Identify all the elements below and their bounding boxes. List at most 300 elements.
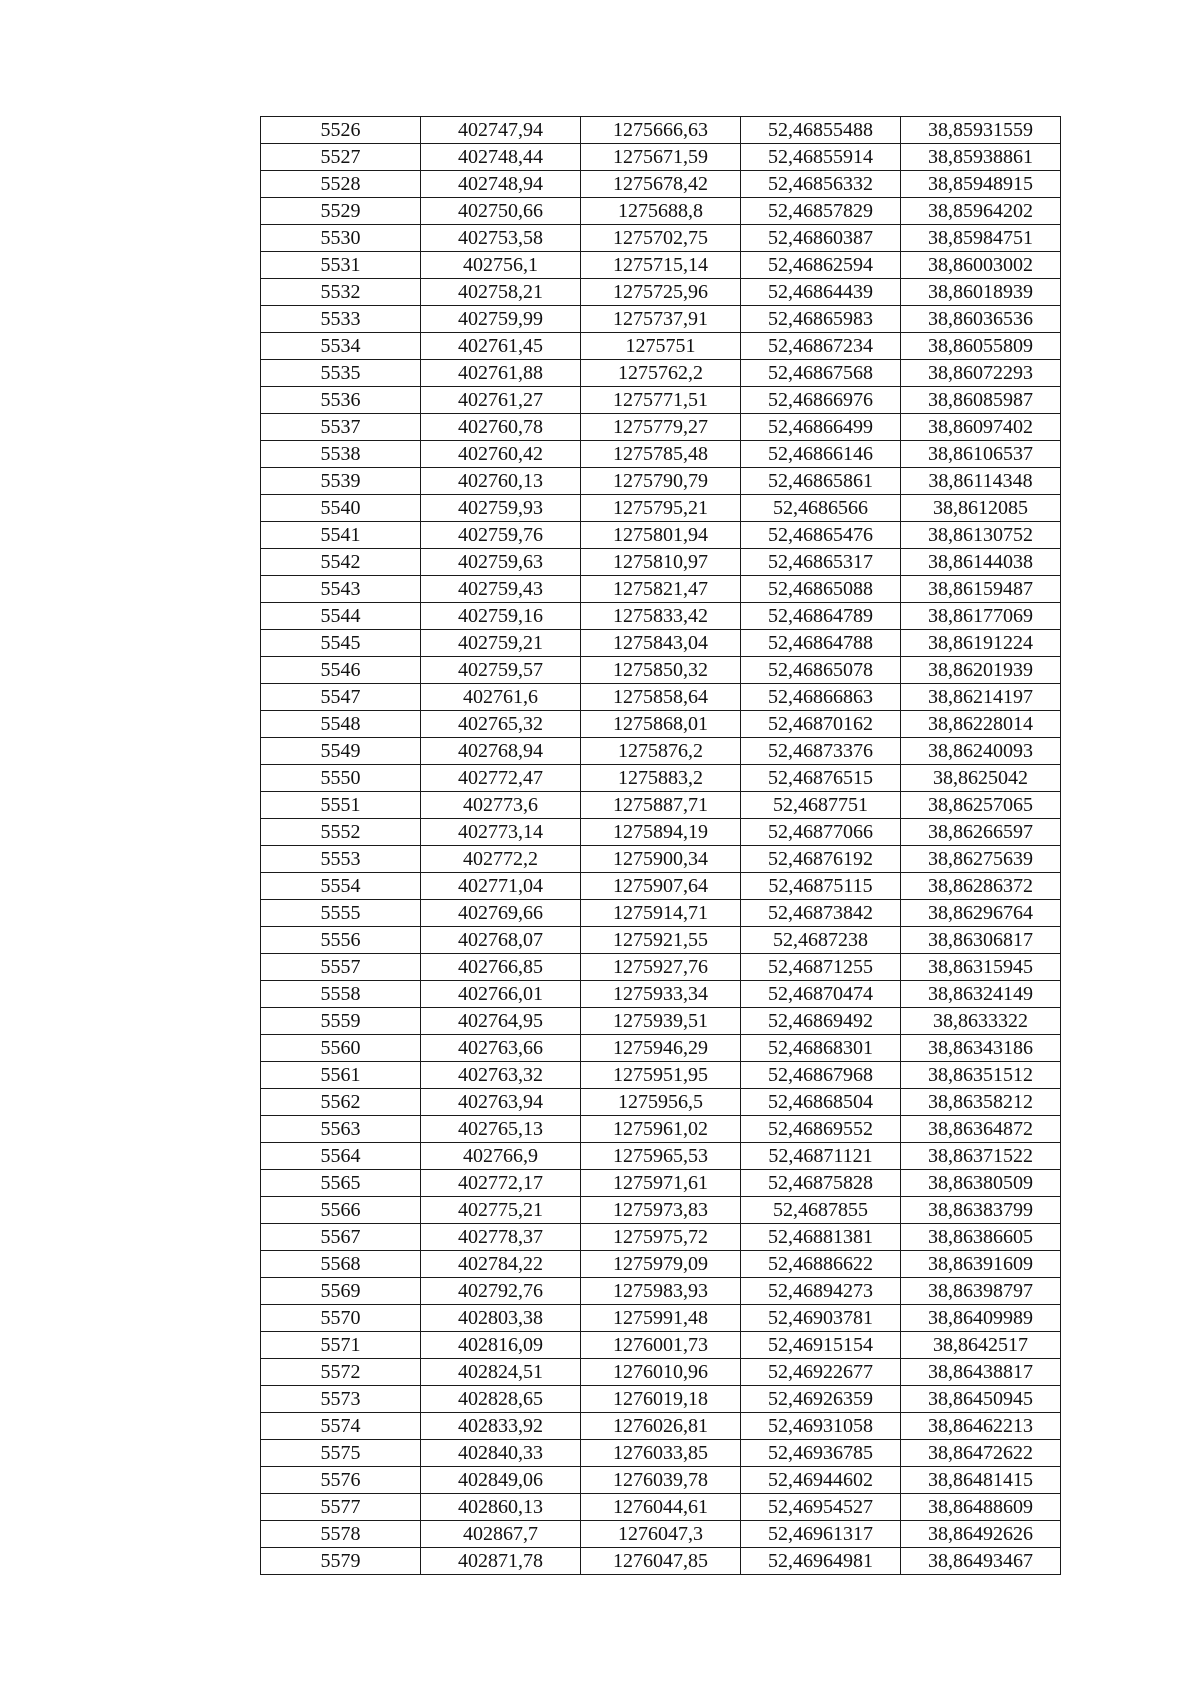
longitude-cell: 38,86085987: [901, 387, 1061, 414]
table-row: [261, 792, 1061, 819]
y-coordinate-cell: 1275666,63: [581, 117, 741, 144]
latitude-cell: 52,46865476: [741, 522, 901, 549]
y-coordinate-cell: 1275983,93: [581, 1278, 741, 1305]
longitude-cell: 38,8612085: [901, 495, 1061, 522]
longitude-cell: 38,86159487: [901, 576, 1061, 603]
x-coordinate-cell: 402759,99: [421, 306, 581, 333]
longitude-cell: 38,86106537: [901, 441, 1061, 468]
table-row: [261, 846, 1061, 873]
latitude-cell: 52,4687238: [741, 927, 901, 954]
latitude-cell: 52,4687855: [741, 1197, 901, 1224]
point-number-cell: 5578: [261, 1521, 421, 1548]
table-row: [261, 576, 1061, 603]
x-coordinate-cell: 402759,21: [421, 630, 581, 657]
y-coordinate-cell: 1275927,76: [581, 954, 741, 981]
longitude-cell: 38,86343186: [901, 1035, 1061, 1062]
point-number-cell: 5579: [261, 1548, 421, 1575]
latitude-cell: 52,46857829: [741, 198, 901, 225]
y-coordinate-cell: 1275751: [581, 333, 741, 360]
point-number-cell: 5533: [261, 306, 421, 333]
y-coordinate-cell: 1276026,81: [581, 1413, 741, 1440]
y-coordinate-cell: 1275843,04: [581, 630, 741, 657]
x-coordinate-cell: 402765,32: [421, 711, 581, 738]
longitude-cell: 38,8625042: [901, 765, 1061, 792]
point-number-cell: 5542: [261, 549, 421, 576]
longitude-cell: 38,86488609: [901, 1494, 1061, 1521]
latitude-cell: 52,46886622: [741, 1251, 901, 1278]
table-row: [261, 1278, 1061, 1305]
table-row: [261, 927, 1061, 954]
y-coordinate-cell: 1275771,51: [581, 387, 741, 414]
point-number-cell: 5577: [261, 1494, 421, 1521]
y-coordinate-cell: 1275939,51: [581, 1008, 741, 1035]
point-number-cell: 5538: [261, 441, 421, 468]
point-number-cell: 5564: [261, 1143, 421, 1170]
point-number-cell: 5559: [261, 1008, 421, 1035]
y-coordinate-cell: 1275850,32: [581, 657, 741, 684]
x-coordinate-cell: 402760,13: [421, 468, 581, 495]
table-row: [261, 306, 1061, 333]
latitude-cell: 52,46922677: [741, 1359, 901, 1386]
longitude-cell: 38,85938861: [901, 144, 1061, 171]
y-coordinate-cell: 1275737,91: [581, 306, 741, 333]
table-row: [261, 549, 1061, 576]
x-coordinate-cell: 402761,45: [421, 333, 581, 360]
x-coordinate-cell: 402759,43: [421, 576, 581, 603]
point-number-cell: 5544: [261, 603, 421, 630]
x-coordinate-cell: 402849,06: [421, 1467, 581, 1494]
table-row: [261, 1305, 1061, 1332]
x-coordinate-cell: 402763,94: [421, 1089, 581, 1116]
point-number-cell: 5576: [261, 1467, 421, 1494]
longitude-cell: 38,86409989: [901, 1305, 1061, 1332]
longitude-cell: 38,86003002: [901, 252, 1061, 279]
y-coordinate-cell: 1275801,94: [581, 522, 741, 549]
x-coordinate-cell: 402772,47: [421, 765, 581, 792]
longitude-cell: 38,8642517: [901, 1332, 1061, 1359]
table-row: [261, 1197, 1061, 1224]
y-coordinate-cell: 1275946,29: [581, 1035, 741, 1062]
x-coordinate-cell: 402766,01: [421, 981, 581, 1008]
x-coordinate-cell: 402772,2: [421, 846, 581, 873]
latitude-cell: 52,46875828: [741, 1170, 901, 1197]
x-coordinate-cell: 402792,76: [421, 1278, 581, 1305]
latitude-cell: 52,46870474: [741, 981, 901, 1008]
table-row: [261, 900, 1061, 927]
point-number-cell: 5540: [261, 495, 421, 522]
y-coordinate-cell: 1275795,21: [581, 495, 741, 522]
latitude-cell: 52,46866146: [741, 441, 901, 468]
point-number-cell: 5566: [261, 1197, 421, 1224]
y-coordinate-cell: 1275933,34: [581, 981, 741, 1008]
x-coordinate-cell: 402768,07: [421, 927, 581, 954]
longitude-cell: 38,86114348: [901, 468, 1061, 495]
y-coordinate-cell: 1275894,19: [581, 819, 741, 846]
point-number-cell: 5557: [261, 954, 421, 981]
latitude-cell: 52,46915154: [741, 1332, 901, 1359]
x-coordinate-cell: 402764,95: [421, 1008, 581, 1035]
x-coordinate-cell: 402761,88: [421, 360, 581, 387]
x-coordinate-cell: 402778,37: [421, 1224, 581, 1251]
point-number-cell: 5551: [261, 792, 421, 819]
table-row: [261, 225, 1061, 252]
longitude-cell: 38,86228014: [901, 711, 1061, 738]
table-row: [261, 1116, 1061, 1143]
y-coordinate-cell: 1275956,5: [581, 1089, 741, 1116]
y-coordinate-cell: 1275979,09: [581, 1251, 741, 1278]
table-row: [261, 279, 1061, 306]
table-row: [261, 1413, 1061, 1440]
point-number-cell: 5560: [261, 1035, 421, 1062]
point-number-cell: 5558: [261, 981, 421, 1008]
latitude-cell: 52,46961317: [741, 1521, 901, 1548]
point-number-cell: 5547: [261, 684, 421, 711]
longitude-cell: 38,86036536: [901, 306, 1061, 333]
latitude-cell: 52,46865861: [741, 468, 901, 495]
latitude-cell: 52,46873376: [741, 738, 901, 765]
point-number-cell: 5554: [261, 873, 421, 900]
latitude-cell: 52,46870162: [741, 711, 901, 738]
point-number-cell: 5561: [261, 1062, 421, 1089]
y-coordinate-cell: 1275965,53: [581, 1143, 741, 1170]
longitude-cell: 38,86072293: [901, 360, 1061, 387]
longitude-cell: 38,86144038: [901, 549, 1061, 576]
x-coordinate-cell: 402765,13: [421, 1116, 581, 1143]
latitude-cell: 52,46867234: [741, 333, 901, 360]
point-number-cell: 5555: [261, 900, 421, 927]
longitude-cell: 38,86324149: [901, 981, 1061, 1008]
table-row: [261, 819, 1061, 846]
y-coordinate-cell: 1275951,95: [581, 1062, 741, 1089]
latitude-cell: 52,46864788: [741, 630, 901, 657]
longitude-cell: 38,86191224: [901, 630, 1061, 657]
y-coordinate-cell: 1275900,34: [581, 846, 741, 873]
latitude-cell: 52,46964981: [741, 1548, 901, 1575]
point-number-cell: 5543: [261, 576, 421, 603]
latitude-cell: 52,46926359: [741, 1386, 901, 1413]
table-row: [261, 252, 1061, 279]
point-number-cell: 5534: [261, 333, 421, 360]
longitude-cell: 38,86177069: [901, 603, 1061, 630]
x-coordinate-cell: 402759,16: [421, 603, 581, 630]
table-row: [261, 1467, 1061, 1494]
longitude-cell: 38,86380509: [901, 1170, 1061, 1197]
y-coordinate-cell: 1276001,73: [581, 1332, 741, 1359]
x-coordinate-cell: 402760,42: [421, 441, 581, 468]
x-coordinate-cell: 402840,33: [421, 1440, 581, 1467]
table-row: [261, 1440, 1061, 1467]
x-coordinate-cell: 402775,21: [421, 1197, 581, 1224]
y-coordinate-cell: 1276010,96: [581, 1359, 741, 1386]
latitude-cell: 52,46867968: [741, 1062, 901, 1089]
table-row: [261, 711, 1061, 738]
latitude-cell: 52,46855488: [741, 117, 901, 144]
longitude-cell: 38,86472622: [901, 1440, 1061, 1467]
table-row: [261, 1008, 1061, 1035]
point-number-cell: 5556: [261, 927, 421, 954]
y-coordinate-cell: 1275973,83: [581, 1197, 741, 1224]
y-coordinate-cell: 1275688,8: [581, 198, 741, 225]
table-row: [261, 954, 1061, 981]
longitude-cell: 38,86201939: [901, 657, 1061, 684]
table-row: [261, 738, 1061, 765]
latitude-cell: 52,46865983: [741, 306, 901, 333]
y-coordinate-cell: 1275702,75: [581, 225, 741, 252]
latitude-cell: 52,46862594: [741, 252, 901, 279]
x-coordinate-cell: 402860,13: [421, 1494, 581, 1521]
longitude-cell: 38,86450945: [901, 1386, 1061, 1413]
x-coordinate-cell: 402759,63: [421, 549, 581, 576]
table-row: [261, 468, 1061, 495]
table-row: [261, 441, 1061, 468]
longitude-cell: 38,86462213: [901, 1413, 1061, 1440]
latitude-cell: 52,46865078: [741, 657, 901, 684]
y-coordinate-cell: 1276044,61: [581, 1494, 741, 1521]
longitude-cell: 38,86391609: [901, 1251, 1061, 1278]
longitude-cell: 38,86364872: [901, 1116, 1061, 1143]
y-coordinate-cell: 1275887,71: [581, 792, 741, 819]
latitude-cell: 52,46856332: [741, 171, 901, 198]
point-number-cell: 5549: [261, 738, 421, 765]
y-coordinate-cell: 1275810,97: [581, 549, 741, 576]
latitude-cell: 52,46866976: [741, 387, 901, 414]
table-row: [261, 1359, 1061, 1386]
table-row: [261, 1251, 1061, 1278]
latitude-cell: 52,46865088: [741, 576, 901, 603]
point-number-cell: 5530: [261, 225, 421, 252]
point-number-cell: 5574: [261, 1413, 421, 1440]
point-number-cell: 5541: [261, 522, 421, 549]
table-row: [261, 333, 1061, 360]
table-row: [261, 1062, 1061, 1089]
longitude-cell: 38,86493467: [901, 1548, 1061, 1575]
y-coordinate-cell: 1275790,79: [581, 468, 741, 495]
longitude-cell: 38,86275639: [901, 846, 1061, 873]
point-number-cell: 5573: [261, 1386, 421, 1413]
x-coordinate-cell: 402766,9: [421, 1143, 581, 1170]
longitude-cell: 38,86351512: [901, 1062, 1061, 1089]
x-coordinate-cell: 402763,32: [421, 1062, 581, 1089]
table-row: [261, 657, 1061, 684]
latitude-cell: 52,46860387: [741, 225, 901, 252]
table-row: [261, 117, 1061, 144]
latitude-cell: 52,46875115: [741, 873, 901, 900]
y-coordinate-cell: 1275921,55: [581, 927, 741, 954]
point-number-cell: 5535: [261, 360, 421, 387]
latitude-cell: 52,46866499: [741, 414, 901, 441]
latitude-cell: 52,4687751: [741, 792, 901, 819]
x-coordinate-cell: 402748,44: [421, 144, 581, 171]
table-row: [261, 198, 1061, 225]
y-coordinate-cell: 1275785,48: [581, 441, 741, 468]
latitude-cell: 52,46865317: [741, 549, 901, 576]
y-coordinate-cell: 1275858,64: [581, 684, 741, 711]
latitude-cell: 52,46868301: [741, 1035, 901, 1062]
longitude-cell: 38,85948915: [901, 171, 1061, 198]
table-row: [261, 387, 1061, 414]
longitude-cell: 38,86492626: [901, 1521, 1061, 1548]
table-row: [261, 144, 1061, 171]
x-coordinate-cell: 402871,78: [421, 1548, 581, 1575]
table-row: [261, 522, 1061, 549]
longitude-cell: 38,86097402: [901, 414, 1061, 441]
longitude-cell: 38,85964202: [901, 198, 1061, 225]
longitude-cell: 38,86266597: [901, 819, 1061, 846]
table-row: [261, 360, 1061, 387]
longitude-cell: 38,86286372: [901, 873, 1061, 900]
y-coordinate-cell: 1276039,78: [581, 1467, 741, 1494]
x-coordinate-cell: 402828,65: [421, 1386, 581, 1413]
latitude-cell: 52,46931058: [741, 1413, 901, 1440]
y-coordinate-cell: 1275907,64: [581, 873, 741, 900]
latitude-cell: 52,46873842: [741, 900, 901, 927]
point-number-cell: 5563: [261, 1116, 421, 1143]
x-coordinate-cell: 402756,1: [421, 252, 581, 279]
point-number-cell: 5528: [261, 171, 421, 198]
point-number-cell: 5571: [261, 1332, 421, 1359]
longitude-cell: 38,86438817: [901, 1359, 1061, 1386]
point-number-cell: 5527: [261, 144, 421, 171]
y-coordinate-cell: 1275868,01: [581, 711, 741, 738]
y-coordinate-cell: 1276047,3: [581, 1521, 741, 1548]
x-coordinate-cell: 402758,21: [421, 279, 581, 306]
table-row: [261, 873, 1061, 900]
y-coordinate-cell: 1275821,47: [581, 576, 741, 603]
table-row: [261, 1521, 1061, 1548]
longitude-cell: 38,86383799: [901, 1197, 1061, 1224]
y-coordinate-cell: 1275715,14: [581, 252, 741, 279]
latitude-cell: 52,46864789: [741, 603, 901, 630]
x-coordinate-cell: 402747,94: [421, 117, 581, 144]
latitude-cell: 52,46868504: [741, 1089, 901, 1116]
longitude-cell: 38,86315945: [901, 954, 1061, 981]
x-coordinate-cell: 402759,93: [421, 495, 581, 522]
x-coordinate-cell: 402760,78: [421, 414, 581, 441]
table-row: [261, 1143, 1061, 1170]
point-number-cell: 5567: [261, 1224, 421, 1251]
y-coordinate-cell: 1276047,85: [581, 1548, 741, 1575]
longitude-cell: 38,86296764: [901, 900, 1061, 927]
latitude-cell: 52,46871121: [741, 1143, 901, 1170]
y-coordinate-cell: 1275914,71: [581, 900, 741, 927]
latitude-cell: 52,46864439: [741, 279, 901, 306]
point-number-cell: 5536: [261, 387, 421, 414]
y-coordinate-cell: 1276033,85: [581, 1440, 741, 1467]
table-row: [261, 1089, 1061, 1116]
x-coordinate-cell: 402759,76: [421, 522, 581, 549]
longitude-cell: 38,86257065: [901, 792, 1061, 819]
table-row: [261, 765, 1061, 792]
latitude-cell: 52,46877066: [741, 819, 901, 846]
y-coordinate-cell: 1275725,96: [581, 279, 741, 306]
y-coordinate-cell: 1276019,18: [581, 1386, 741, 1413]
longitude-cell: 38,86386605: [901, 1224, 1061, 1251]
table-row: [261, 630, 1061, 657]
table-row: [261, 684, 1061, 711]
point-number-cell: 5539: [261, 468, 421, 495]
x-coordinate-cell: 402833,92: [421, 1413, 581, 1440]
longitude-cell: 38,86358212: [901, 1089, 1061, 1116]
x-coordinate-cell: 402784,22: [421, 1251, 581, 1278]
point-number-cell: 5553: [261, 846, 421, 873]
y-coordinate-cell: 1275975,72: [581, 1224, 741, 1251]
longitude-cell: 38,86055809: [901, 333, 1061, 360]
point-number-cell: 5570: [261, 1305, 421, 1332]
longitude-cell: 38,85931559: [901, 117, 1061, 144]
longitude-cell: 38,86306817: [901, 927, 1061, 954]
x-coordinate-cell: 402867,7: [421, 1521, 581, 1548]
point-number-cell: 5532: [261, 279, 421, 306]
longitude-cell: 38,86398797: [901, 1278, 1061, 1305]
table-row: [261, 1035, 1061, 1062]
longitude-cell: 38,86214197: [901, 684, 1061, 711]
x-coordinate-cell: 402803,38: [421, 1305, 581, 1332]
x-coordinate-cell: 402753,58: [421, 225, 581, 252]
x-coordinate-cell: 402768,94: [421, 738, 581, 765]
point-number-cell: 5548: [261, 711, 421, 738]
point-number-cell: 5529: [261, 198, 421, 225]
latitude-cell: 52,46869492: [741, 1008, 901, 1035]
y-coordinate-cell: 1275961,02: [581, 1116, 741, 1143]
x-coordinate-cell: 402772,17: [421, 1170, 581, 1197]
point-number-cell: 5550: [261, 765, 421, 792]
coordinates-table: [260, 116, 1061, 1575]
latitude-cell: 52,46881381: [741, 1224, 901, 1251]
x-coordinate-cell: 402816,09: [421, 1332, 581, 1359]
longitude-cell: 38,86018939: [901, 279, 1061, 306]
point-number-cell: 5568: [261, 1251, 421, 1278]
table-row: [261, 1224, 1061, 1251]
latitude-cell: 52,46869552: [741, 1116, 901, 1143]
x-coordinate-cell: 402773,6: [421, 792, 581, 819]
point-number-cell: 5565: [261, 1170, 421, 1197]
y-coordinate-cell: 1275833,42: [581, 603, 741, 630]
x-coordinate-cell: 402773,14: [421, 819, 581, 846]
x-coordinate-cell: 402771,04: [421, 873, 581, 900]
point-number-cell: 5569: [261, 1278, 421, 1305]
table-row: [261, 1170, 1061, 1197]
y-coordinate-cell: 1275991,48: [581, 1305, 741, 1332]
point-number-cell: 5572: [261, 1359, 421, 1386]
x-coordinate-cell: 402763,66: [421, 1035, 581, 1062]
y-coordinate-cell: 1275671,59: [581, 144, 741, 171]
table-row: [261, 171, 1061, 198]
latitude-cell: 52,46855914: [741, 144, 901, 171]
latitude-cell: 52,46903781: [741, 1305, 901, 1332]
table-row: [261, 1494, 1061, 1521]
point-number-cell: 5545: [261, 630, 421, 657]
table-row: [261, 603, 1061, 630]
x-coordinate-cell: 402761,27: [421, 387, 581, 414]
x-coordinate-cell: 402769,66: [421, 900, 581, 927]
y-coordinate-cell: 1275678,42: [581, 171, 741, 198]
y-coordinate-cell: 1275883,2: [581, 765, 741, 792]
table-row: [261, 1386, 1061, 1413]
table-row: [261, 1332, 1061, 1359]
x-coordinate-cell: 402824,51: [421, 1359, 581, 1386]
point-number-cell: 5575: [261, 1440, 421, 1467]
latitude-cell: 52,46894273: [741, 1278, 901, 1305]
latitude-cell: 52,46867568: [741, 360, 901, 387]
x-coordinate-cell: 402761,6: [421, 684, 581, 711]
latitude-cell: 52,46871255: [741, 954, 901, 981]
point-number-cell: 5537: [261, 414, 421, 441]
table-row: [261, 981, 1061, 1008]
x-coordinate-cell: 402759,57: [421, 657, 581, 684]
latitude-cell: 52,46936785: [741, 1440, 901, 1467]
table-row: [261, 1548, 1061, 1575]
point-number-cell: 5562: [261, 1089, 421, 1116]
